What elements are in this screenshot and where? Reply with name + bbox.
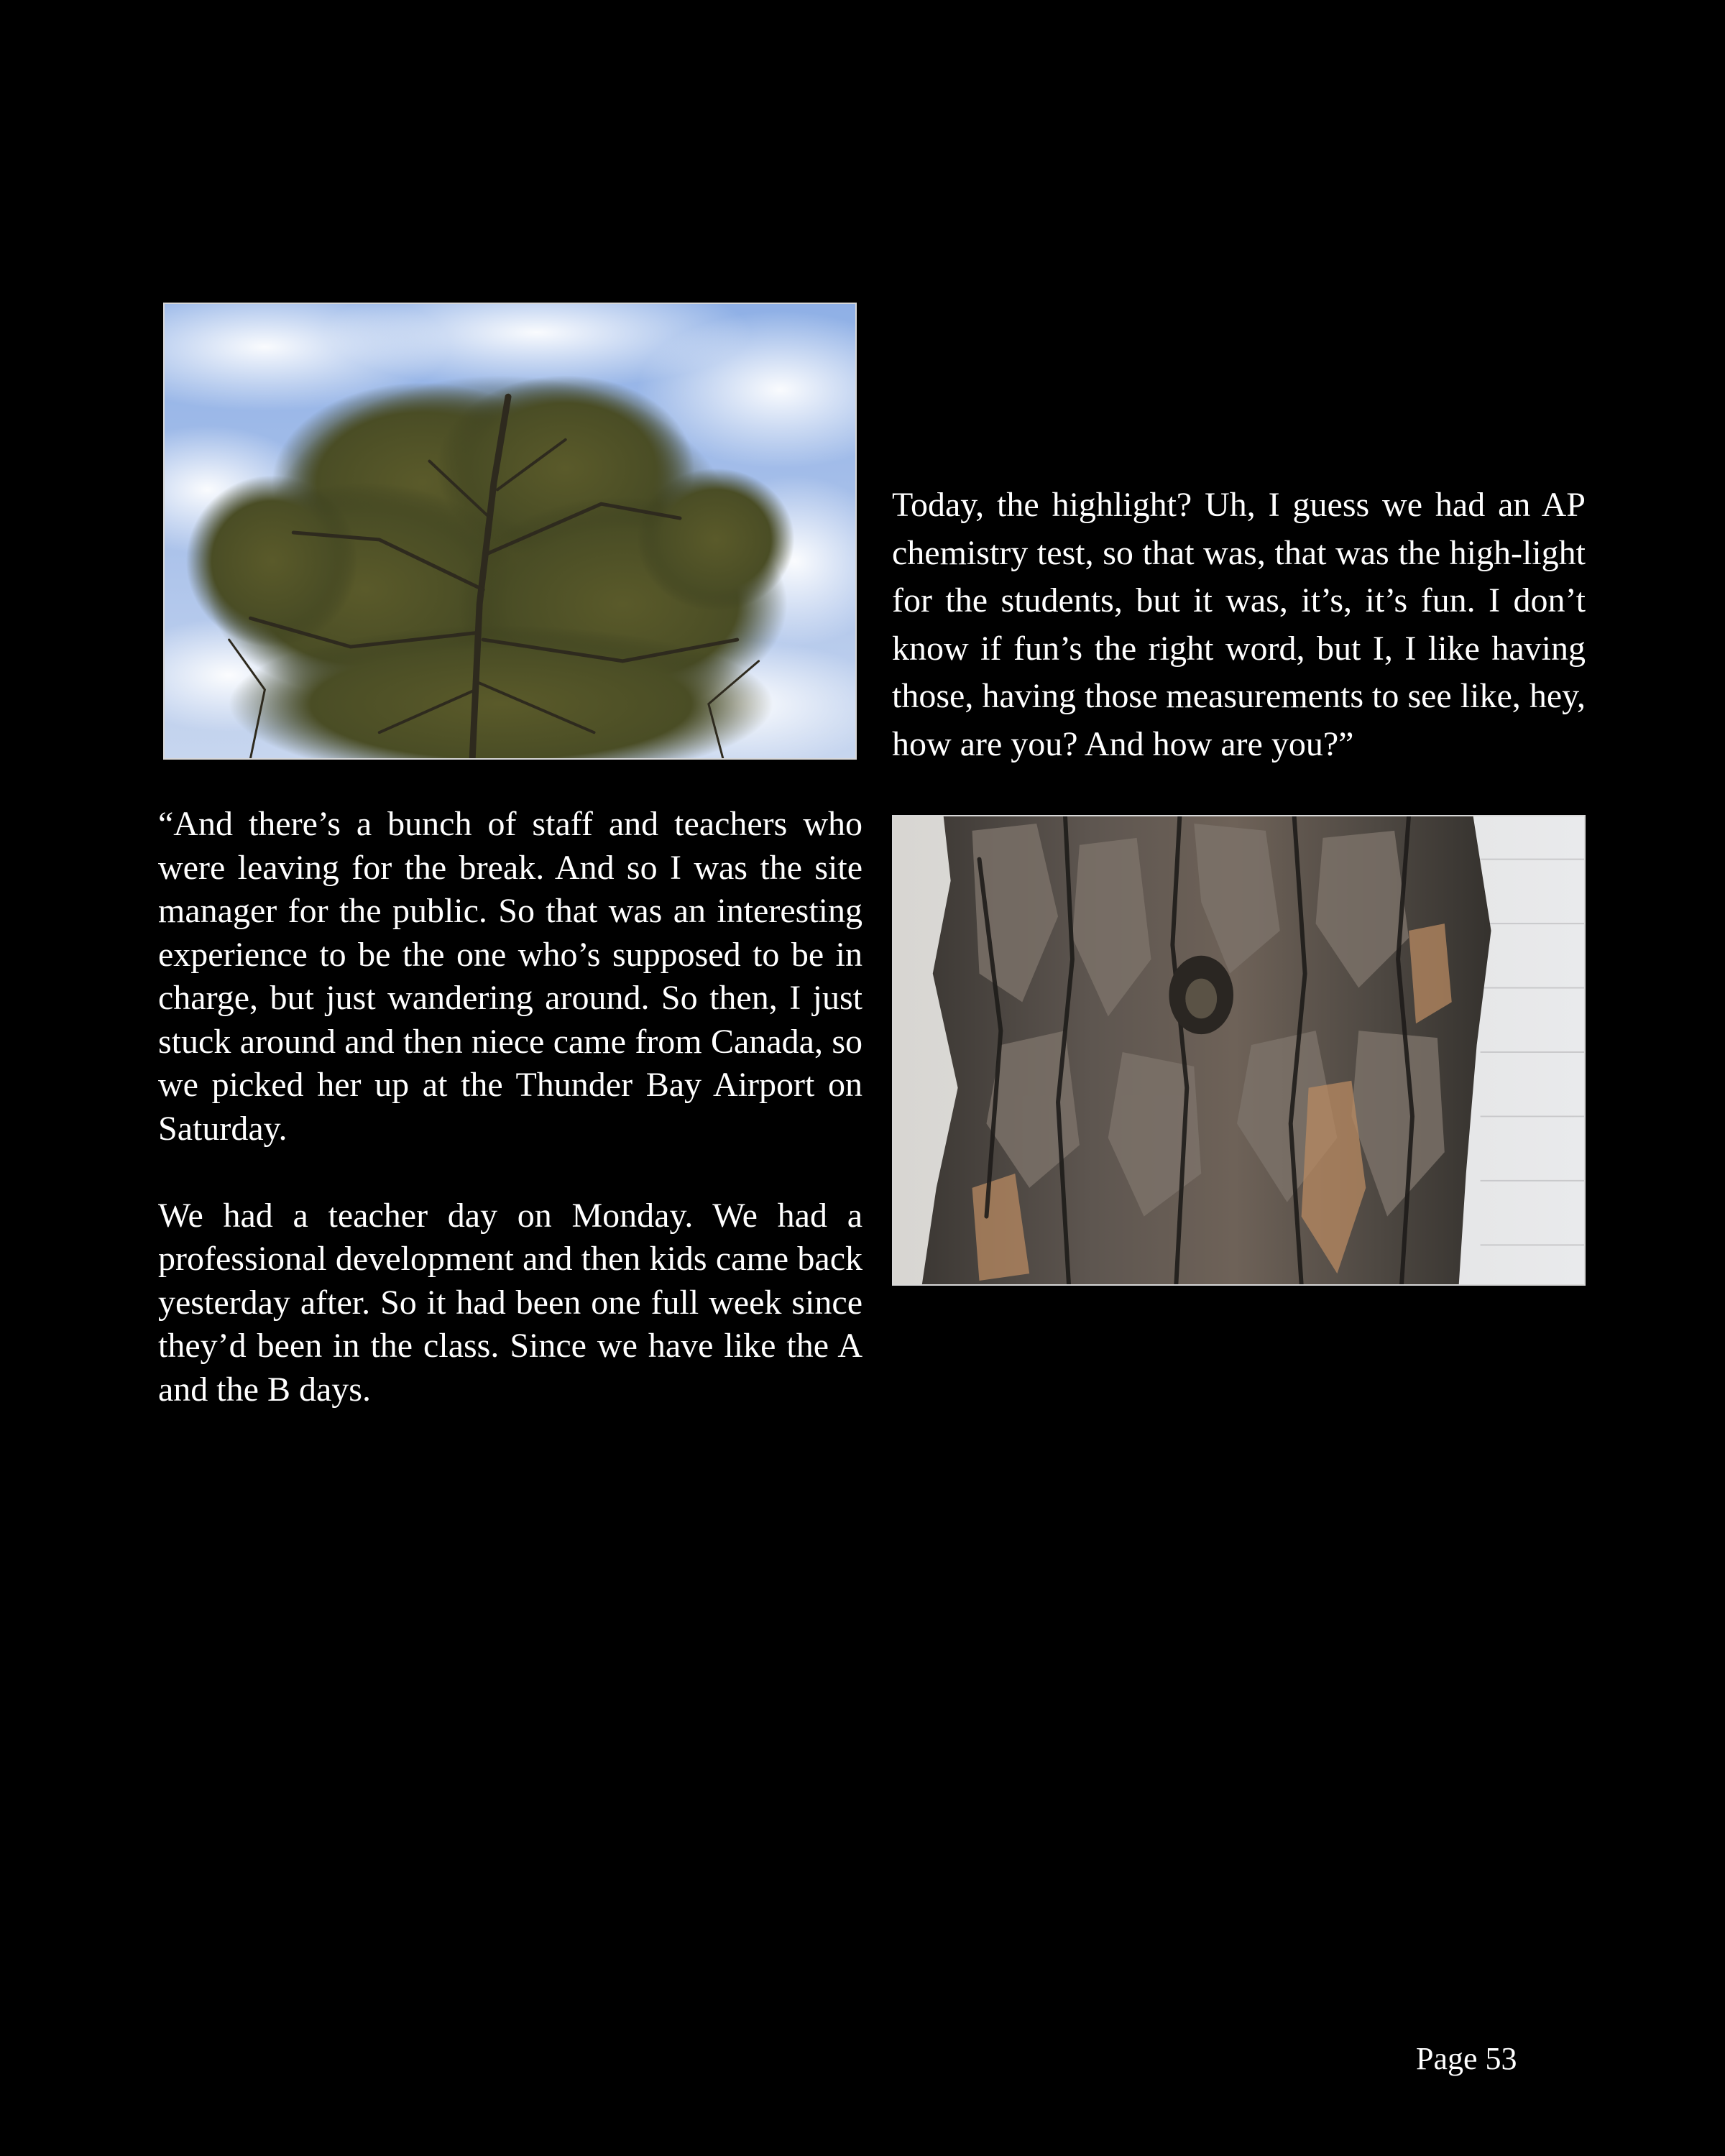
tree-bark-image [893,816,1584,1284]
right-paragraph: Today, the highlight? Uh, I guess we had an AP chemistry test, so that was, that was the high-light for the students, but it was, it’s, it’s fun. I don’t know if fun’s the right word, but I, I like having those, having those measurements to see like, hey, how are you? And how are you?” [892,486,1586,763]
page-number: Page 53 [1416,2041,1517,2076]
left-paragraph-1: “And there’s a bunch of staff and teachers who were leaving for the break. And so I was the site manager for the public. So that was an interesting experience to be the one who’s supposed to be in charge, but just wandering around. So then, I just stuck around and then niece came from Canada, so we picked her up at the Thunder Bay Airport on Saturday. [158,805,862,1148]
pine-tree-photo [163,303,857,760]
right-column-text [892,482,1586,768]
pine-tree-image [165,304,855,758]
tree-bark-photo [892,815,1586,1286]
left-column-text [158,803,862,1411]
left-paragraph-2: We had a teacher day on Monday. We had a professional development and then kids came back yesterday after. So it had been one full week since they’d been in the class. Since we have like the A and the B days. [158,1196,862,1409]
